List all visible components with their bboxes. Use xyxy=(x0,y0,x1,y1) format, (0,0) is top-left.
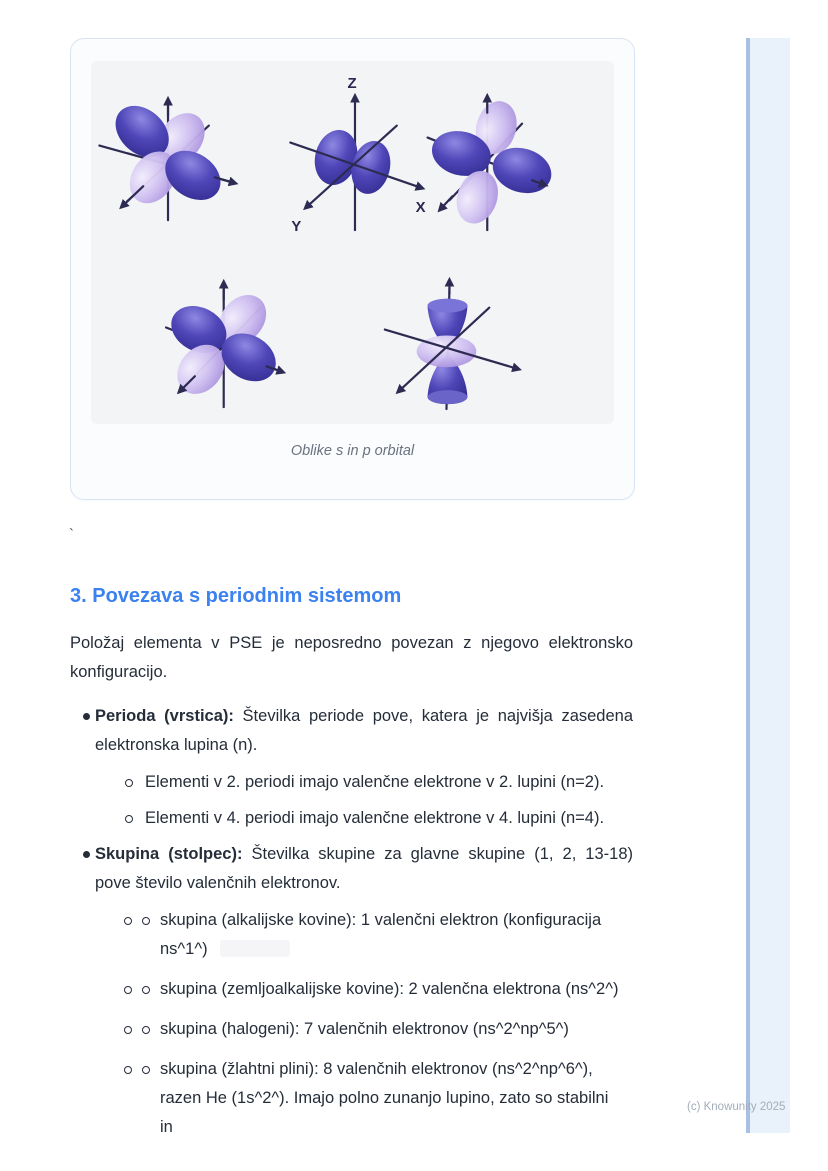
sub-item-text: skupina (žlahtni plini): 8 valenčnih elektronov (ns^2^np^6^), razen He (1s^2^). Imajo polno zunanjo lupino, zato so stabilni in xyxy=(160,1060,609,1136)
section-heading: 3. Povezava s periodnim sistemom xyxy=(70,585,402,607)
circle-marker xyxy=(125,779,133,787)
sub-item-text: skupina (zemljoalkalijske kovine): 2 valenčna elektrona (ns^2^) xyxy=(160,980,619,998)
sub-item-text: Elementi v 4. periodi imajo valenčne elektrone v 4. lupini (n=4). xyxy=(145,809,605,827)
sub-item xyxy=(95,1055,625,1142)
sub-item xyxy=(95,804,633,833)
sub-item xyxy=(95,1015,625,1044)
list-item-rest: Številka skupine za glavne skupine (1, 2, 13-18) pove število valenčnih elektronov. xyxy=(95,845,634,892)
circle-marker xyxy=(124,1026,132,1034)
sub-item xyxy=(95,768,633,797)
watermark-text: (c) Knowunity 2025 xyxy=(687,1101,786,1113)
list-item-text xyxy=(95,840,633,898)
orbital-diagram-bottom-right xyxy=(385,280,519,409)
list-item-perioda xyxy=(70,702,633,833)
list-item-rest: Številka periode pove, katera je najvišja zasedena elektronska lupina (n). xyxy=(95,707,634,754)
orbital-diagram-top-right xyxy=(427,96,557,230)
page-edge-strip xyxy=(750,38,790,1133)
y-axis-label: Y xyxy=(291,219,302,236)
bullet-marker xyxy=(83,851,90,858)
sub-item-text: skupina (halogeni): 7 valenčnih elektronov (ns^2^np^5^) xyxy=(160,1020,569,1038)
sub-item-text: Elementi v 2. periodi imajo valenčne elektrone v 2. lupini (n=2). xyxy=(145,773,605,791)
sub-list-perioda xyxy=(95,768,633,833)
sub-item-text: skupina (alkalijske kovine): 1 valenčni elektron (konfiguracija ns^1^) xyxy=(160,911,602,958)
list-item-lead: Skupina (stolpec): xyxy=(95,845,243,863)
document-body xyxy=(70,584,633,1142)
orbital-diagram-axes xyxy=(290,76,425,235)
circle-marker xyxy=(124,1066,132,1074)
circle-marker xyxy=(142,1026,150,1034)
figure-caption: Oblike s in p orbital xyxy=(290,443,415,459)
bullet-marker xyxy=(83,713,90,720)
intro-paragraph: Položaj elementa v PSE je neposredno povezan z njegovo elektronsko konfiguracijo. xyxy=(70,634,633,681)
faint-artifact xyxy=(220,940,290,957)
list-item-text xyxy=(95,702,633,760)
orbital-figure-card xyxy=(70,38,635,500)
list-item-lead: Perioda (vrstica): xyxy=(95,707,234,725)
stray-backtick: ` xyxy=(69,526,74,543)
circle-marker xyxy=(124,986,132,994)
list-item-skupina xyxy=(70,840,633,1142)
orbital-diagram-top-left xyxy=(99,95,235,220)
circle-marker xyxy=(125,815,133,823)
sub-item xyxy=(95,906,625,964)
circle-marker xyxy=(142,917,150,925)
orbitals-illustration xyxy=(91,61,614,424)
x-axis-label: X xyxy=(415,200,426,217)
sub-item xyxy=(95,975,625,1004)
circle-marker xyxy=(142,986,150,994)
sub-list-skupina xyxy=(95,906,633,1142)
z-axis-label: Z xyxy=(347,75,357,92)
circle-marker xyxy=(142,1066,150,1074)
circle-marker xyxy=(124,917,132,925)
orbital-diagram-bottom-left xyxy=(163,282,284,407)
orbital-figure-image xyxy=(91,61,614,424)
main-list xyxy=(70,702,633,1142)
